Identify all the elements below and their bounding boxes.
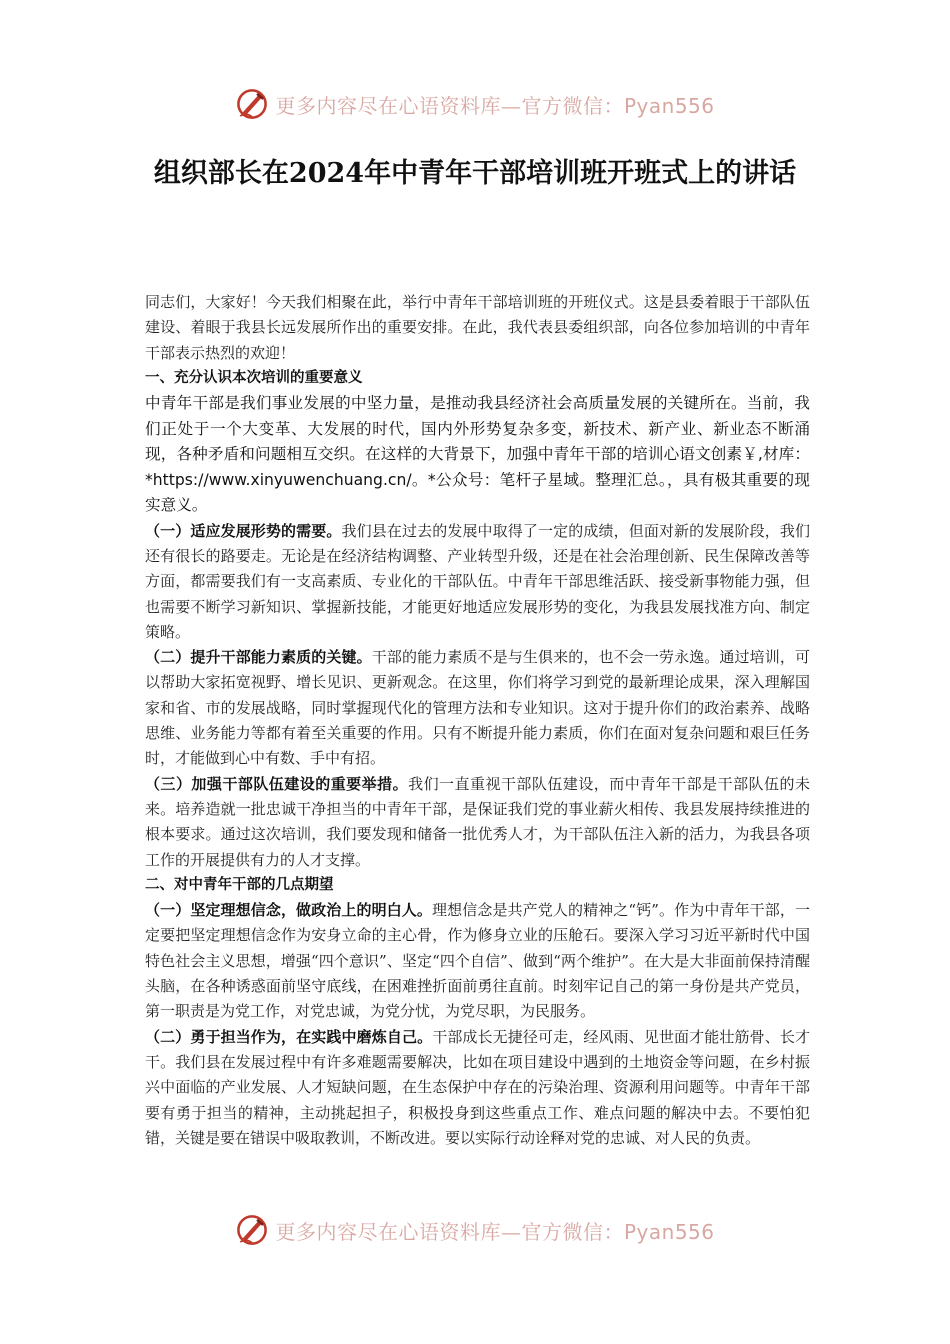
section-2-item-1: [145, 898, 810, 1024]
section-2-heading: 二、对中青年干部的几点期望: [145, 876, 334, 893]
item-lead: （二）勇于担当作为，在实践中磨炼自己。: [145, 1027, 433, 1046]
pen-scroll-logo-icon: [235, 1213, 269, 1247]
item-text: 干部的能力素质不是与生俱来的，也不会一劳永逸。通过培训，可以帮助大家拓宽视野、增长见识、更新观念。在这里，你们将学习到党的最新理论成果，深入理解国家和省、市的发展战略，同时掌握现代化的管理方法和专业知识。这对于提升你们的政治素养、战略思维、业务能力等都有着至关重要的作用。只有不断提升能力素质，你们在面对复杂问题和艰巨任务时，才能做到心中有数、手中有招。: [145, 648, 810, 768]
footer-banner: [0, 1210, 950, 1250]
section-2-item-2: [145, 1025, 810, 1151]
banner-wechat-id: Pyan556: [623, 1219, 715, 1244]
item-text: 干部成长无捷径可走，经风雨、见世面才能壮筋骨、长才干。我们县在发展过程中有许多难题需要解决，比如在项目建设中遇到的土地资金等问题，在乡村振兴中面临的产业发展、人才短缺问题，在生态保护中存在的污染治理、资源利用问题等。中青年干部要有勇于担当的精神，主动挑起担子，积极投身到这些重点工作、难点问题的解决中去。不要怕犯错，关键是要在错误中吸取教训，不断改进。要以实际行动诠释对党的忠诚、对人民的负责。: [145, 1027, 810, 1147]
item-lead: （一）适应发展形势的需要。: [145, 521, 342, 540]
item-text: 我们一直重视干部队伍建设，而中青年干部是干部队伍的未来。培养造就一批忠诚干净担当的中青年干部，是保证我们党的事业薪火相传、我县发展持续推进的根本要求。通过这次培训，我们要发现和储备一批优秀人才，为干部队伍注入新的活力，为我县各项工作的开展提供有力的人才支撑。: [145, 774, 810, 869]
section-1-body: 中青年干部是我们事业发展的中坚力量，是推动我县经济社会高质量发展的关键所在。当前，我们正处于一个大变革、大发展的时代，国内外形势复杂多变，新技术、新产业、新业态不断涌现，各种矛盾和问题相互交织。在这样的大背景下，加强中青年干部的培训心语文创素￥,材库：*https://www.xinyuwenchuang.cn/。*公众号：笔杆子星域。整理汇总。，具有极其重要的现实意义。: [145, 394, 810, 515]
item-text: 理想信念是共产党人的精神之“钙”。作为中青年干部，一定要把坚定理想信念作为安身立命的主心骨，作为修身立业的压舱石。要深入学习习近平新时代中国特色社会主义思想，增强“四个意识”、坚定“四个自信”、做到“两个维护”。在大是大非面前保持清醒头脑，在各种诱惑面前坚守底线，在困难挫折面前勇往直前。时刻牢记自己的第一身份是共产党员，第一职责是为党工作，对党忠诚，为党分忧，为党尽职，为民服务。: [145, 901, 810, 1021]
document-title: 组织部长在2024年中青年干部培训班开班式上的讲话: [153, 158, 797, 189]
banner-wechat-id: Pyan556: [623, 93, 715, 118]
pen-scroll-logo-icon: [235, 87, 269, 121]
header-banner: [0, 84, 950, 124]
item-lead: （三）加强干部队伍建设的重要举措。: [145, 774, 409, 793]
banner-text: 更多内容尽在心语资料库—官方微信：: [275, 1219, 624, 1244]
item-lead: （二）提升干部能力素质的关键。: [145, 648, 372, 667]
document-body: [145, 290, 810, 1151]
section-1-heading: 一、充分认识本次培训的重要意义: [145, 369, 363, 386]
section-1-item-2: [145, 645, 810, 771]
banner-text: 更多内容尽在心语资料库—官方微信：: [275, 93, 624, 118]
intro-paragraph: 同志们，大家好！今天我们相聚在此，举行中青年干部培训班的开班仪式。这是县委着眼于干部队伍建设、着眼于我县长远发展所作出的重要安排。在此，我代表县委组织部，向各位参加培训的中青年干部表示热烈的欢迎！: [145, 293, 810, 362]
section-1-item-3: [145, 772, 810, 873]
item-text: 我们县在过去的发展中取得了一定的成绩，但面对新的发展阶段，我们还有很长的路要走。无论是在经济结构调整、产业转型升级，还是在社会治理创新、民生保障改善等方面，都需要我们有一支高素质、专业化的干部队伍。中青年干部思维活跃、接受新事物能力强，但也需要不断学习新知识、掌握新技能，才能更好地适应发展形势的变化，为我县发展找准方向、制定策略。: [145, 521, 810, 641]
item-lead: （一）坚定理想信念，做政治上的明白人。: [145, 901, 433, 920]
section-1-item-1: [145, 519, 810, 645]
